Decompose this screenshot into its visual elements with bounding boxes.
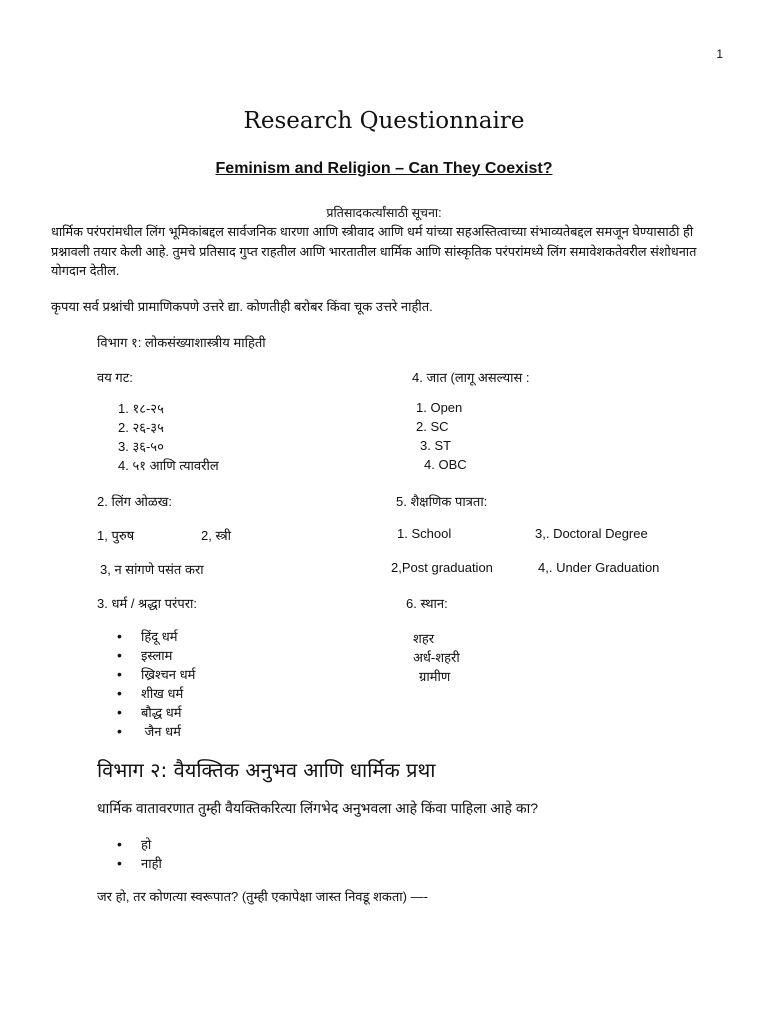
age-option-1[interactable]: 1. १८-२५ bbox=[118, 401, 164, 416]
religion-label: 3. धर्म / श्रद्धा परंपरा: bbox=[97, 596, 198, 611]
religion-option-jain[interactable]: • जैन धर्म bbox=[117, 722, 195, 741]
education-label: 5. शैक्षणिक पात्रता: bbox=[396, 494, 488, 509]
location-option-rural[interactable]: ग्रामीण bbox=[419, 669, 451, 684]
caste-option-4[interactable]: 4. OBC bbox=[424, 457, 467, 472]
age-group-options bbox=[118, 399, 219, 475]
education-option-undergrad[interactable]: 4,. Under Graduation bbox=[538, 560, 660, 575]
caste-label: 4. जात (लागू असल्यास : bbox=[412, 370, 530, 385]
age-option-4[interactable]: 4. ५१ आणि त्यावरील bbox=[118, 458, 219, 473]
caste-option-3[interactable]: 3. ST bbox=[420, 438, 452, 453]
document-title: Research Questionnaire bbox=[243, 108, 525, 134]
discrimination-answers bbox=[117, 835, 162, 873]
religion-option-buddhist[interactable]: • बौद्ध धर्म bbox=[117, 703, 195, 722]
caste-option-1[interactable]: 1. Open bbox=[416, 400, 463, 415]
location-option-semi-urban[interactable]: अर्ध-शहरी bbox=[413, 650, 460, 665]
caste-option-2[interactable]: 2. SC bbox=[416, 419, 449, 434]
location-label: 6. स्थान: bbox=[406, 596, 448, 611]
question-discrimination: धार्मिक वातावरणात तुम्ही वैयक्तिकरित्या लिंगभेद अनुभवला आहे किंवा पाहिला आहे का? bbox=[97, 800, 539, 816]
religion-option-christian[interactable]: • ख्रिश्चन धर्म bbox=[117, 665, 195, 684]
instructions-heading: प्रतिसादकर्त्यांसाठी सूचना: bbox=[326, 206, 442, 220]
document-subtitle: Feminism and Religion – Can They Coexist? bbox=[215, 160, 553, 177]
age-option-3[interactable]: 3. ३६-५० bbox=[118, 439, 164, 454]
age-group-label: वय गट: bbox=[97, 370, 133, 385]
education-option-school[interactable]: 1. School bbox=[397, 526, 452, 541]
gender-label: 2. लिंग ओळख: bbox=[97, 494, 172, 509]
section1-heading: विभाग १: लोकसंख्याशास्त्रीय माहिती bbox=[97, 335, 266, 350]
question-form: जर हो, तर कोणत्या स्वरूपात? (तुम्ही एकापेक्षा जास्त निवडू शकता) —- bbox=[97, 889, 428, 904]
gender-option-prefer-not[interactable]: 3, न सांगणे पसंत करा bbox=[100, 562, 204, 577]
instructions-paragraph: धार्मिक परंपरांमधील लिंग भूमिकांबद्दल सार्वजनिक धारणा आणि स्त्रीवाद आणि धर्म यांच्या सहअस्तित्वाच्या संभाव्यतेबद्दल समजून घेण्यासाठी ही प्रश्नावली तयार केली आहे. तुमचे प्रतिसाद गुप्त राहतील आणि भारतातील धार्मिक आणि सांस्कृतिक परंपरांमध्ये लिंग समावेशकतेवरील संशोधनात योगदान देतील. bbox=[51, 224, 697, 278]
answer-no[interactable]: • नाही bbox=[117, 854, 162, 873]
section2-heading: विभाग २: वैयक्तिक अनुभव आणि धार्मिक प्रथा bbox=[97, 758, 436, 782]
religion-option-islam[interactable]: • इस्लाम bbox=[117, 646, 195, 665]
honesty-note: कृपया सर्व प्रश्नांची प्रामाणिकपणे उत्तरे द्या. कोणतीही बरोबर किंवा चूक उत्तरे नाहीत. bbox=[51, 299, 433, 314]
page-number: 1 bbox=[716, 47, 723, 61]
gender-option-male[interactable]: 1, पुरुष bbox=[97, 528, 135, 543]
religion-option-sikh[interactable]: • शीख धर्म bbox=[117, 684, 195, 703]
religion-option-hindu[interactable]: • हिंदू धर्म bbox=[117, 627, 195, 646]
location-option-urban[interactable]: शहर bbox=[413, 631, 435, 646]
religion-options bbox=[117, 627, 195, 741]
gender-option-female[interactable]: 2, स्त्री bbox=[201, 528, 232, 543]
education-option-doctoral[interactable]: 3,. Doctoral Degree bbox=[535, 526, 648, 541]
education-option-postgrad[interactable]: 2,Post graduation bbox=[391, 560, 493, 575]
answer-yes[interactable]: • हो bbox=[117, 835, 162, 854]
age-option-2[interactable]: 2. २६-३५ bbox=[118, 420, 164, 435]
